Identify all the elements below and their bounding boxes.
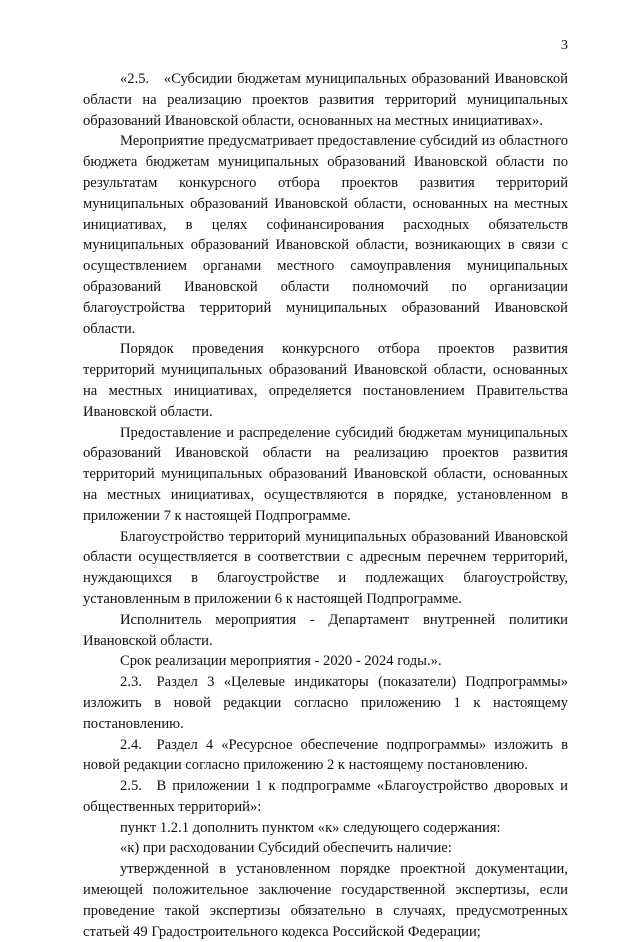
paragraph-measure-description: Мероприятие предусматривает предоставление субсидий из областного бюджета бюджетам муниципальных образований Ивановской области по результатам конкурсного отбора проектов развития территорий муниципальных образований Ивановской области, основанных на местных инициативах, в целях софинансирования расходных обязательств муниципальных образований Ивановской области, возникающих в связи с осуществлением органами местного самоуправления муниципальных образований Ивановской области полномочий по организации благоустройства территорий муниципальных образований Ивановской области. xyxy=(83,133,568,337)
paragraph-improvement-list: Благоустройство территорий муниципальных образований Ивановской области осуществляется в соответствии с адресным перечнем территорий, нуждающихся в благоустройстве и подлежащих благоустройству, установленным в приложении 6 к настоящей Подпрограмме. xyxy=(83,528,568,607)
paragraph-subsidy-distribution: Предоставление и распределение субсидий бюджетам муниципальных образований Ивановской области на реализацию проектов развития территорий муниципальных образований Ивановской области, основанных на местных инициативах, осуществляются в порядке, установленном в приложении 7 к настоящей Подпрограмме. xyxy=(83,424,568,524)
paragraph-item-2-5: 2.5. В приложении 1 к подпрограмме «Благоустройство дворовых и общественных территорий»: xyxy=(83,778,568,815)
paragraph-executor: Исполнитель мероприятия - Департамент внутренней политики Ивановской области. xyxy=(83,611,568,649)
paragraph-project-documentation: утвержденной в установленном порядке проектной документации, имеющей положительное заключение государственной экспертизы, если проведение такой экспертизы обязательно в случаях, предусмотренных статьей 49 Градостроительного кодекса Российской Федерации; xyxy=(83,861,568,940)
paragraph-term: Срок реализации мероприятия - 2020 - 2024 годы.». xyxy=(120,653,442,670)
paragraph-section-2-5-title: «2.5. «Субсидии бюджетам муниципальных образований Ивановской области на реализацию проектов развития территорий муниципальных образований Ивановской области, основанных на местных инициативах». xyxy=(83,71,568,129)
page-number: 3 xyxy=(561,38,568,53)
paragraph-point-k: «к) при расходовании Субсидий обеспечить наличие: xyxy=(120,840,452,857)
paragraph-item-2-3: 2.3. Раздел 3 «Целевые индикаторы (показатели) Подпрограммы» изложить в новой редакции согласно приложению 1 к настоящему постановлению. xyxy=(83,674,568,732)
paragraph-point-1-2-1: пункт 1.2.1 дополнить пунктом «к» следующего содержания: xyxy=(120,819,501,836)
paragraph-selection-procedure: Порядок проведения конкурсного отбора проектов развития территорий муниципальных образований Ивановской области, основанных на местных инициативах, определяется постановлением Правительства Ивановской области. xyxy=(83,341,568,420)
paragraph-item-2-4: 2.4. Раздел 4 «Ресурсное обеспечение подпрограммы» изложить в новой редакции согласно приложению 2 к настоящему постановлению. xyxy=(83,736,568,774)
document-body xyxy=(83,69,568,942)
